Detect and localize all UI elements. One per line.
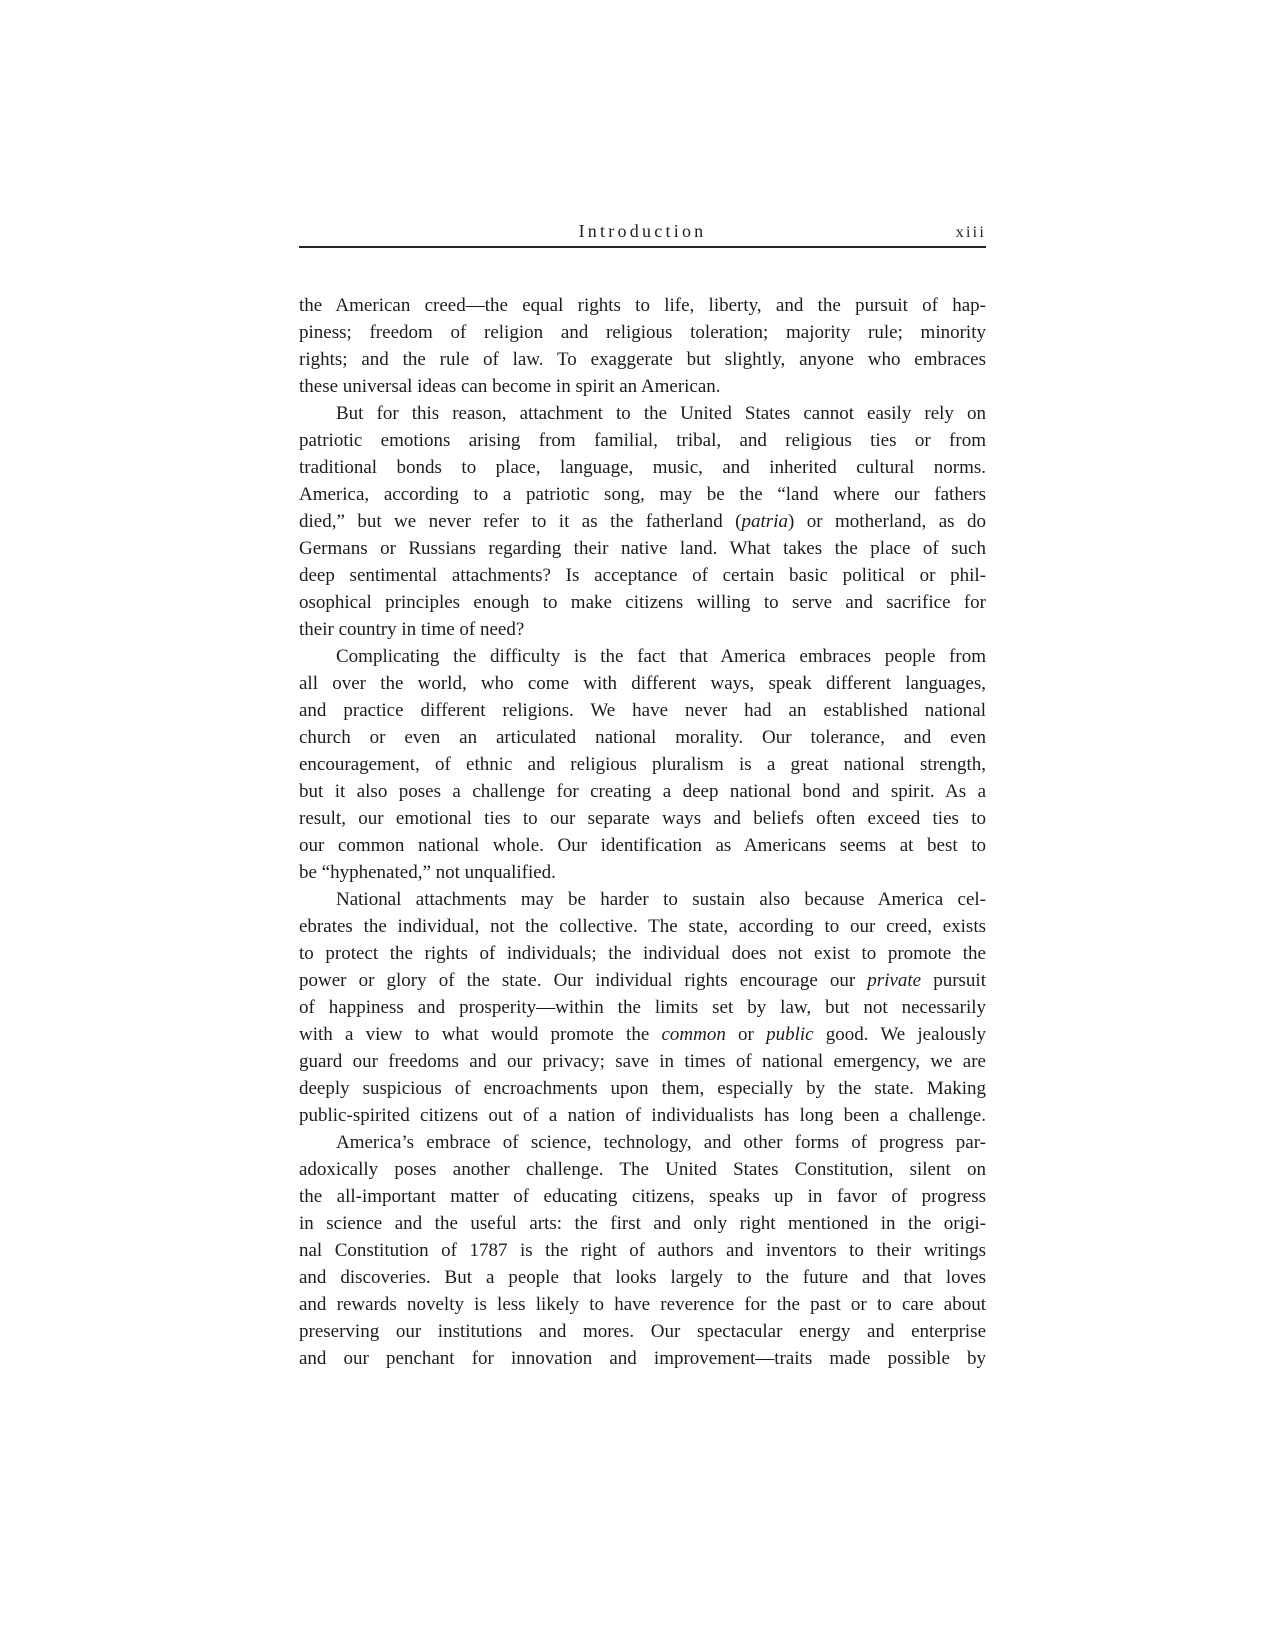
running-header xyxy=(299,218,986,244)
text-line: these universal ideas can become in spirit an American. xyxy=(299,376,721,397)
text-line: America’s embrace of science, technology, and other forms of progress par- xyxy=(336,1132,986,1153)
text-line: preserving our institutions and mores. Our spectacular energy and enterprise xyxy=(299,1321,986,1342)
text-line: power or glory of the state. Our individual rights encourage our private pursuit xyxy=(299,970,986,991)
text-line: church or even an articulated national morality. Our tolerance, and even xyxy=(299,727,986,748)
text-line: public-spirited citizens out of a nation of individualists has long been a challenge. xyxy=(299,1105,986,1126)
text-line: the American creed—the equal rights to life, liberty, and the pursuit of hap- xyxy=(299,295,986,316)
text-line: our common national whole. Our identification as Americans seems at best to xyxy=(299,835,986,856)
text-line: traditional bonds to place, language, music, and inherited cultural norms. xyxy=(299,457,986,478)
text-line: guard our freedoms and our privacy; save in times of national emergency, we are xyxy=(299,1051,986,1072)
text-line: America, according to a patriotic song, may be the “land where our fathers xyxy=(299,484,986,505)
header-rule xyxy=(299,246,986,248)
text-line: National attachments may be harder to sustain also because America cel- xyxy=(336,889,986,910)
text-line: and practice different religions. We have never had an established national xyxy=(299,700,986,721)
text-line: piness; freedom of religion and religious toleration; majority rule; minority xyxy=(299,322,986,343)
text-line: ebrates the individual, not the collective. The state, according to our creed, exists xyxy=(299,916,986,937)
text-line: Complicating the difficulty is the fact that America embraces people from xyxy=(336,646,986,667)
text-line: adoxically poses another challenge. The United States Constitution, silent on xyxy=(299,1159,986,1180)
text-line: and discoveries. But a people that looks largely to the future and that loves xyxy=(299,1267,986,1288)
page-number: xiii xyxy=(955,224,986,241)
text-line: patriotic emotions arising from familial, tribal, and religious ties or from xyxy=(299,430,986,451)
text-line: deeply suspicious of encroachments upon them, especially by the state. Making xyxy=(299,1078,986,1099)
text-line: their country in time of need? xyxy=(299,619,525,640)
text-line: to protect the rights of individuals; the individual does not exist to promote the xyxy=(299,943,986,964)
text-line: all over the world, who come with different ways, speak different languages, xyxy=(299,673,986,694)
text-line: died,” but we never refer to it as the fatherland (patria) or motherland, as do xyxy=(299,511,986,532)
text-line: of happiness and prosperity—within the limits set by law, but not necessarily xyxy=(299,997,986,1018)
text-line: result, our emotional ties to our separate ways and beliefs often exceed ties to xyxy=(299,808,986,829)
text-line: and our penchant for innovation and improvement—traits made possible by xyxy=(299,1348,986,1369)
text-line: But for this reason, attachment to the United States cannot easily rely on xyxy=(336,403,986,424)
text-line: encouragement, of ethnic and religious pluralism is a great national strength, xyxy=(299,754,986,775)
text-line: deep sentimental attachments? Is acceptance of certain basic political or phil- xyxy=(299,565,986,586)
text-line: and rewards novelty is less likely to have reverence for the past or to care about xyxy=(299,1294,986,1315)
text-line: in science and the useful arts: the first and only right mentioned in the origi- xyxy=(299,1213,986,1234)
text-block xyxy=(299,218,986,1372)
text-line: with a view to what would promote the common or public good. We jealously xyxy=(299,1024,986,1045)
body-text xyxy=(299,292,986,1372)
text-line: Germans or Russians regarding their native land. What takes the place of such xyxy=(299,538,986,559)
text-line: be “hyphenated,” not unqualified. xyxy=(299,862,556,883)
text-line: osophical principles enough to make citizens willing to serve and sacrifice for xyxy=(299,592,986,613)
text-line: nal Constitution of 1787 is the right of authors and inventors to their writings xyxy=(299,1240,986,1261)
text-line: the all-important matter of educating citizens, speaks up in favor of progress xyxy=(299,1186,986,1207)
text-line: but it also poses a challenge for creating a deep national bond and spirit. As a xyxy=(299,781,986,802)
text-line: rights; and the rule of law. To exaggerate but slightly, anyone who embraces xyxy=(299,349,986,370)
running-header-title: Introduction xyxy=(578,221,707,241)
